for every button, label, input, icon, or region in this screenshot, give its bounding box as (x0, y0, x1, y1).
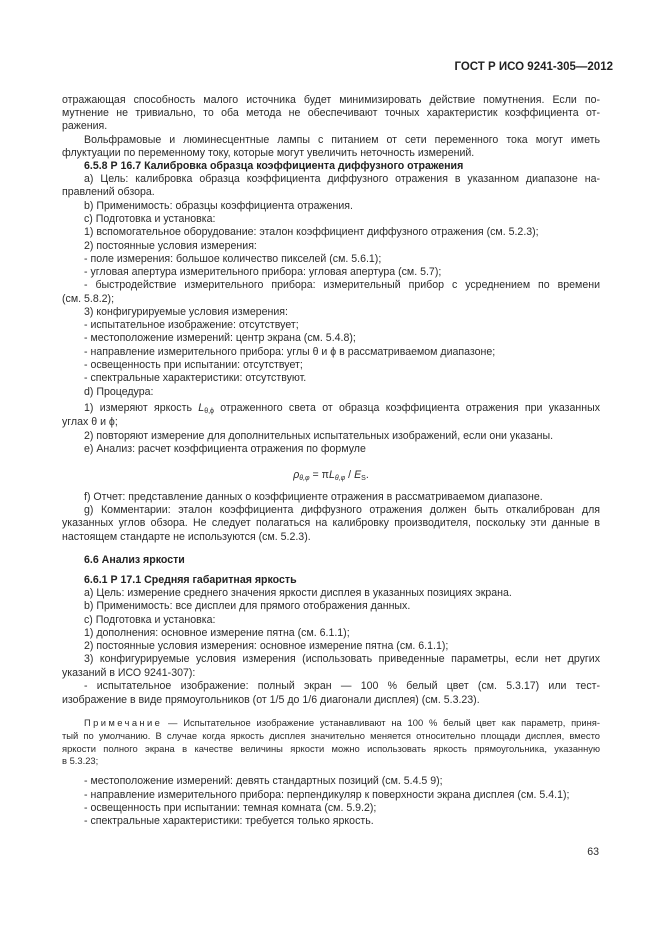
text-fragment: / (345, 469, 355, 481)
text-fragment: = π (309, 469, 329, 481)
text-line: а) Цель: измерение среднего значения яркости дисплея в указанных позициях экрана. (84, 587, 512, 599)
text-line: - быстродействие измерительного прибора: измерительный прибор с усреднением по времени (84, 279, 600, 291)
text-line: - местоположение измерений: центр экрана (см. 5.4.8); (84, 332, 356, 344)
text-line: b) Применимость: образцы коэффициента отражения. (84, 200, 353, 212)
text-line: - испытательное изображение: полный экран — 100 % белый цвет (см. 5.3.17) или тест- (84, 680, 600, 692)
text-line: - угловая апертура измерительного прибора: угловая апертура (см. 5.7); (84, 266, 442, 278)
text-line: e) Анализ: расчет коэффициента отражения по формуле (84, 443, 366, 455)
text-line: - направление измерительного прибора: перпендикуляр к поверхности экрана дисплея (см. 5.4.1); (84, 789, 570, 801)
note-line: тый по умолчанию. В случае когда яркость дисплея значительно меняется относительно площади дисплея, вместо (62, 730, 600, 741)
text-fragment: L (198, 402, 205, 414)
text-line: - поле измерения: большое количество пикселей (см. 5.6.1); (84, 253, 382, 265)
text-line: мутнение не тривиально, то оба метода не обеспечивают точных характеристик коэффициента от- (62, 107, 600, 119)
text-line: - направление измерительного прибора: углы θ и ϕ в рассматриваемом диапазоне; (84, 346, 496, 358)
text-line: настоящем стандарте не используются (см. 5.2.3). (62, 531, 311, 543)
text-line: g) Комментарии: эталон коэффициента диффузного отражения должен быть откалиброван для (84, 504, 600, 516)
text-fragment: S (361, 475, 366, 482)
text-line: 3) конфигурируемые условия измерения: (84, 306, 288, 318)
text-line: флуктуации по переменному току, которые могут увеличить неточность измерений. (62, 147, 475, 159)
text-fragment: L (329, 469, 335, 481)
text-line: c) Подготовка и установка: (84, 213, 216, 225)
section-heading: 6.5.8 Р 16.7 Калибровка образца коэффициента диффузного отражения (84, 160, 464, 172)
text-line: d) Процедура: (84, 386, 154, 398)
text-line: - спектральные характеристики: отсутствуют. (84, 372, 307, 384)
page-number: 63 (587, 846, 599, 858)
text-line: (см. 5.8.2); (62, 293, 115, 305)
text-line: указаний в ИСО 9241-307): (62, 667, 196, 679)
text-line: 3) конфигурируемые условия измерения (использовать приведенные параметры, если нет других (84, 653, 600, 665)
note-label: Примечание (84, 717, 163, 728)
text-line: 2) повторяют измерение для дополнительных испытательных изображений, если они указаны. (84, 430, 554, 442)
formula (62, 469, 600, 482)
text-line: а) Цель: калибровка образца коэффициента диффузного отражения в указанном диапазоне на- (84, 173, 600, 185)
text-fragment: . (365, 469, 369, 481)
text-line: c) Подготовка и установка: (84, 614, 216, 626)
note-line (84, 716, 600, 729)
text-fragment: 1) измеряют яркость (84, 402, 199, 414)
text-fragment: θ,φ (334, 475, 346, 482)
section-heading: 6.6.1 Р 17.1 Средняя габаритная яркость (84, 574, 297, 586)
text-line: - спектральные характеристики: требуется только яркость. (84, 815, 374, 827)
text-fragment: θ,ϕ (204, 408, 214, 415)
note-line: яркости полного экрана в качестве величины яркости можно использовать яркость прямоугольника, указанную (62, 743, 600, 754)
text-line: b) Применимость: все дисплеи для прямого отображения данных. (84, 600, 411, 612)
text-line: правлений обзора. (62, 186, 155, 198)
text-fragment: — Испытательное изображение устанавливают на 100 % белый цвет как параметр, приня- (162, 717, 600, 728)
text-line: изображение в виде прямоугольников (от 1/5 до 1/6 диагонали дисплея) (см. 5.3.23). (62, 694, 480, 706)
text-line: указанных углов обзора. Не следует полагаться на калибровку производителя, поскольку эти данные в (62, 517, 600, 529)
text-line: отражающая способность малого источника будет минимизировать действие помутнения. Если по- (62, 94, 600, 106)
text-line: 1) вспомогательное оборудование: эталон коэффициент диффузного отражения (см. 5.2.3); (84, 226, 539, 238)
text-line: - освещенность при испытании: темная комната (см. 5.9.2); (84, 802, 377, 814)
text-line (84, 402, 600, 415)
text-line: углах θ и ϕ; (62, 416, 118, 428)
text-fragment: θ,φ (299, 475, 310, 482)
text-line: - испытательное изображение: отсутствует; (84, 319, 299, 331)
text-fragment: отраженного света от образца коэффициента отражения при указанных (213, 402, 600, 414)
text-line: f) Отчет: представление данных о коэффициенте отражения в рассматриваемом диапазоне. (84, 491, 543, 503)
note-line: в 5.3.23; (62, 755, 99, 766)
text-line: - освещенность при испытании: отсутствует; (84, 359, 303, 371)
text-line: 1) дополнения: основное измерение пятна (см. 6.1.1); (84, 627, 350, 639)
document-code-header: ГОСТ Р ИСО 9241-305—2012 (454, 61, 613, 73)
text-line: Вольфрамовые и люминесцентные лампы с питанием от сети переменного тока могут иметь (84, 134, 600, 146)
text-fragment: ρ (293, 469, 300, 481)
text-line: - местоположение измерений: девять стандартных позиций (см. 5.4.5 9); (84, 775, 443, 787)
text-line: 2) постоянные условия измерения: (84, 240, 257, 252)
text-line: 2) постоянные условия измерения: основное измерение пятна (см. 6.1.1); (84, 640, 449, 652)
text-line: ражения. (62, 120, 108, 132)
text-fragment: E (354, 469, 362, 481)
section-heading: 6.6 Анализ яркости (84, 554, 185, 566)
